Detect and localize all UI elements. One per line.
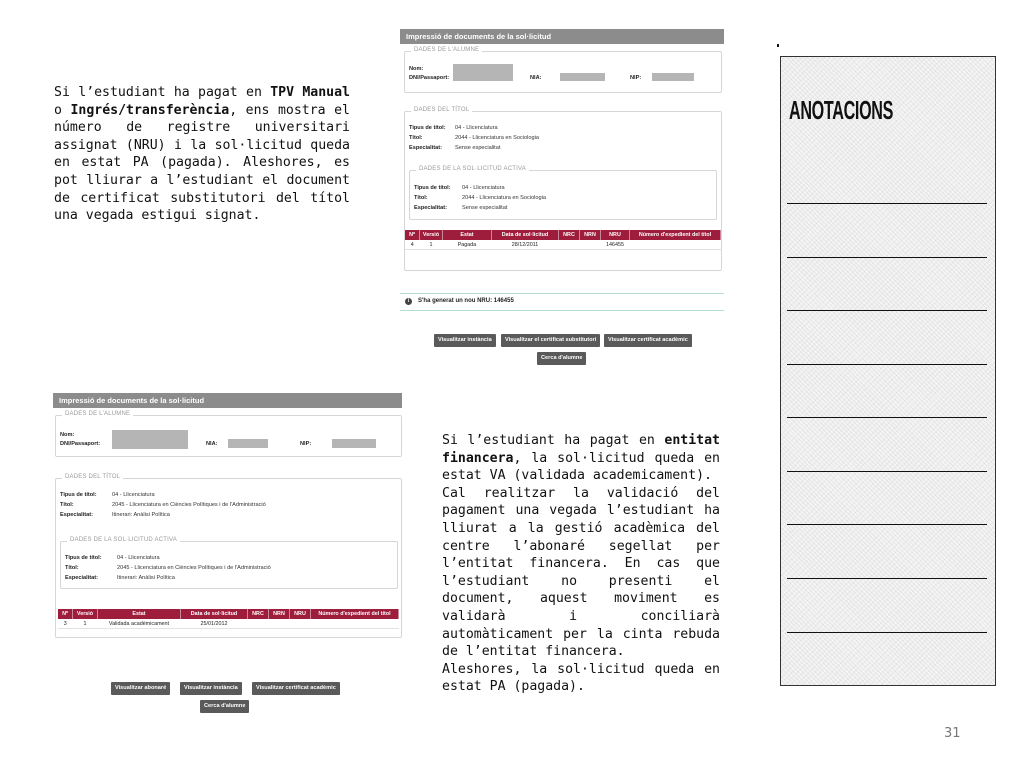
cell-data: 28/12/2011	[492, 240, 559, 250]
cell-nrc	[559, 240, 580, 250]
value-especialitat: Itinerari: Anàlisi Política	[112, 512, 170, 518]
annotations-title: ANOTACIONS	[789, 95, 894, 125]
annotation-line[interactable]	[787, 257, 987, 258]
redacted-name	[112, 430, 188, 449]
info-icon: i	[405, 298, 412, 305]
cell-nrn	[580, 240, 601, 250]
cell-expedient	[630, 240, 721, 250]
label-titol: Títol:	[414, 195, 428, 201]
redacted-nip	[652, 73, 694, 81]
cell-nrn	[269, 619, 290, 629]
table-row[interactable]	[405, 240, 721, 250]
label-tipus-titol: Tipus de títol:	[414, 185, 451, 191]
label-especialitat: Especialitat:	[409, 145, 442, 151]
visualitzar-instancia-button[interactable]: Visualitzar instància	[180, 682, 242, 695]
value-especialitat: Sense especialitat	[455, 145, 501, 151]
cell-num: 4	[405, 240, 420, 250]
column-header: Versió	[420, 230, 443, 240]
label-nom: Nom:	[60, 432, 75, 438]
fieldset-legend: DADES DE LA SOL·LICITUD ACTIVA	[67, 537, 180, 543]
label-titol: Títol:	[65, 565, 79, 571]
notice-message: S'ha generat un nou NRU: 146455	[418, 298, 514, 304]
cell-data: 25/01/2012	[181, 619, 248, 629]
sollicituds-table	[58, 609, 399, 629]
text-span: Si l’estudiant ha pagat en	[54, 85, 271, 100]
cell-estat: Pagada	[443, 240, 492, 250]
text-span: , la sol·licitud queda en estat VA (validada academicament).	[442, 450, 720, 484]
label-tipus-titol: Tipus de títol:	[65, 555, 102, 561]
value-especialitat: Itinerari: Anàlisi Política	[117, 575, 175, 581]
screenshot-panel-validada	[53, 393, 402, 651]
value-titol: 2045 - Llicenciatura en Ciències Polítiques i de l'Administració	[117, 565, 271, 571]
label-especialitat: Especialitat:	[65, 575, 98, 581]
paragraph-pagada: Aleshores, la sol·licitud queda en estat PA (pagada).	[442, 661, 720, 695]
cell-expedient	[311, 619, 399, 629]
redacted-nip	[332, 439, 376, 448]
label-nom: Nom:	[409, 66, 424, 72]
visualitzar-certificat-substitutori-button[interactable]: Visualitzar el certificat substitutori	[501, 334, 600, 347]
label-titol: Títol:	[60, 502, 74, 508]
value-titol: 2045 - Llicenciatura en Ciències Polítiques i de l'Administració	[112, 502, 266, 508]
bold-ingres-transferencia: Ingrés/transferència	[70, 102, 230, 118]
label-especialitat: Especialitat:	[60, 512, 93, 518]
column-header: NRN	[269, 609, 290, 619]
value-tipus-titol: 04 - Llicenciatura	[117, 555, 160, 561]
column-header: NRU	[601, 230, 630, 240]
label-nip: NIP:	[300, 441, 312, 447]
fieldset-dades-alumne	[55, 411, 402, 457]
annotation-line[interactable]	[787, 632, 987, 633]
column-header: Número d'expedient del títol	[630, 230, 721, 240]
redacted-nia	[228, 439, 268, 448]
label-nia: NIA:	[530, 75, 542, 81]
annotation-line[interactable]	[787, 578, 987, 579]
redacted-nia	[560, 73, 605, 81]
label-especialitat: Especialitat:	[414, 205, 447, 211]
annotation-line[interactable]	[787, 310, 987, 311]
cerca-alumne-button[interactable]: Cerca d'alumne	[200, 700, 249, 713]
fieldset-dades-titol	[404, 107, 722, 271]
label-titol: Títol:	[409, 135, 423, 141]
column-header: Nº	[58, 609, 73, 619]
bold-entitat-financera: entitat financera	[442, 433, 720, 466]
panel-title: Impressió de documents de la sol·licitud	[53, 393, 402, 408]
label-tipus-titol: Tipus de títol:	[409, 125, 446, 131]
visualitzar-abonare-button[interactable]: Visualitzar abonaré	[111, 682, 170, 695]
cell-estat: Validada acadèmicament	[98, 619, 181, 629]
label-dni: DNI/Passaport:	[409, 75, 450, 81]
table-header-row	[405, 230, 721, 240]
visualitzar-certificat-academic-button[interactable]: Visualitzar certificat acadèmic	[604, 334, 692, 347]
column-header: Data de sol·licitud	[181, 609, 248, 619]
panel-title: Impressió de documents de la sol·licitud	[400, 29, 724, 44]
cell-num: 3	[58, 619, 73, 629]
column-header: NRU	[290, 609, 311, 619]
fieldset-legend: DADES DE LA SOL·LICITUD ACTIVA	[416, 166, 529, 172]
visualitzar-instancia-button[interactable]: Visualitzar instància	[434, 334, 496, 347]
paragraph-validacio: Cal realitzar la validació del pagament una vegada l’estudiant ha lliurat a la gestió acadèmica del centre l’abonaré segellat per l’entitat financera. En cas que l’estudiant no presenti el document, aquest moviment es validarà i conciliarà automàticament per la cinta rebuda de l’entitat financera.	[442, 485, 720, 660]
fieldset-sollicitud-activa	[60, 537, 398, 589]
sollicituds-table	[405, 230, 721, 250]
text-span: , ens mostra el número de registre universitari assignat (NRU) i la sol·licitud queda en estat PA (pagada). Aleshores, es pot lliurar a l’estudiant el document de certificat substitutori del títol una vegada estigui signat.	[54, 102, 350, 224]
value-especialitat: Sense especialitat	[462, 205, 508, 211]
cell-nrc	[248, 619, 269, 629]
cell-nru	[290, 619, 311, 629]
text-span: o	[54, 102, 71, 118]
column-header: Número d'expedient del títol	[311, 609, 399, 619]
intro-paragraph-tpv	[54, 84, 350, 225]
bold-tpv-manual: TPV Manual	[270, 85, 350, 100]
fieldset-legend: DADES DEL TÍTOL	[411, 107, 472, 113]
annotation-line[interactable]	[787, 417, 987, 418]
column-header: Nº	[405, 230, 420, 240]
fieldset-legend: DADES DE L'ALUMNE	[411, 47, 482, 53]
fieldset-sollicitud-activa	[409, 166, 717, 220]
column-header: Estat	[98, 609, 181, 619]
value-tipus-titol: 04 - Llicenciatura	[112, 492, 155, 498]
column-header: NRN	[580, 230, 601, 240]
label-tipus-titol: Tipus de títol:	[60, 492, 97, 498]
table-row[interactable]	[58, 619, 399, 629]
value-tipus-titol: 04 - Llicenciatura	[462, 185, 505, 191]
fieldset-dades-alumne	[404, 47, 722, 93]
column-header: NRC	[248, 609, 269, 619]
visualitzar-certificat-academic-button[interactable]: Visualitzar certificat acadèmic	[252, 682, 340, 695]
cell-versio: 1	[420, 240, 443, 250]
annotation-line[interactable]	[787, 364, 987, 365]
page-number: 31	[944, 726, 961, 741]
column-header: Data de sol·licitud	[492, 230, 559, 240]
column-header: NRC	[559, 230, 580, 240]
column-header: Estat	[443, 230, 492, 240]
label-nip: NIP:	[630, 75, 642, 81]
paragraph-entitat-financera	[442, 432, 720, 696]
column-header: Versió	[73, 609, 98, 619]
cell-versio: 1	[73, 619, 98, 629]
annotation-line[interactable]	[787, 203, 987, 204]
text-span: Si l’estudiant ha pagat en	[442, 433, 665, 448]
fieldset-legend: DADES DEL TÍTOL	[62, 474, 123, 480]
annotations-box	[780, 56, 996, 686]
table-header-row	[58, 609, 399, 619]
fieldset-legend: DADES DE L'ALUMNE	[62, 411, 133, 417]
redacted-name	[453, 64, 513, 81]
annotation-line[interactable]	[787, 471, 987, 472]
label-nia: NIA:	[206, 441, 218, 447]
annotation-line[interactable]	[787, 524, 987, 525]
nru-notice	[400, 293, 724, 311]
value-tipus-titol: 04 - Llicenciatura	[455, 125, 498, 131]
fieldset-dades-titol	[55, 474, 402, 638]
screenshot-panel-pagada	[400, 29, 724, 341]
cerca-alumne-button[interactable]: Cerca d'alumne	[537, 352, 586, 365]
value-titol: 2044 - Llicenciatura en Sociologia	[462, 195, 546, 201]
decorative-mark	[777, 44, 779, 47]
label-dni: DNI/Passaport:	[60, 441, 101, 447]
cell-nru: 146455	[601, 240, 630, 250]
value-titol: 2044 - Llicenciatura en Sociologia	[455, 135, 539, 141]
